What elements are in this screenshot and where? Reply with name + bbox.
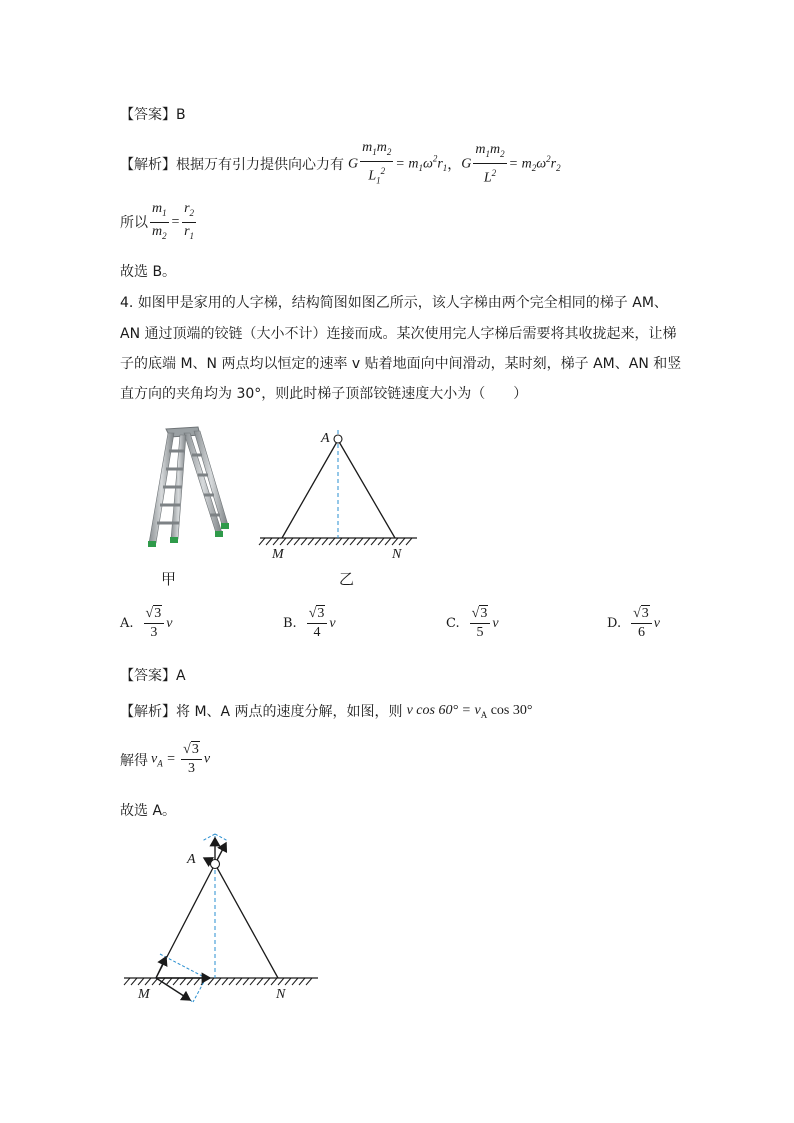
formula-velocity: v $\cos 60^\circ = v_A$ cos 30° xyxy=(406,702,533,720)
question-line-3: 子的底端 M、N 两点均以恒定的速率 v 贴着地面向中间滑动，某时刻，梯子 AM、AN 和竖 xyxy=(120,356,682,372)
answer-line-1 xyxy=(120,104,186,124)
option-d-fraction: $\frac{√3}{6}$ xyxy=(631,606,652,641)
formula-gravity-2: G $\frac{m_1m_2}{L^2}$ = $m_2\omega^2r_2$ xyxy=(461,141,561,186)
option-d-letter: D. xyxy=(607,616,622,631)
question-line-2: AN 通过顶端的铰链（大小不计）连接而成。某次使用完人字梯后需要将其收拢起来，让梯 xyxy=(120,326,677,342)
question-line-1 xyxy=(120,296,668,310)
ladder-diagram xyxy=(255,425,425,565)
option-b-letter: B. xyxy=(283,616,297,631)
analysis-line-2 xyxy=(120,701,532,721)
option-d[interactable]: D. $\frac{√3}{6}$ v xyxy=(607,606,660,640)
answer-tag: 【答案】 xyxy=(120,107,176,123)
so-line xyxy=(120,201,198,244)
solution-label-M: M xyxy=(138,987,150,1002)
formula-gravity-1: G $\frac{m_1m_2}{L_1^2}$ = $m_1\omega^2r_1$ xyxy=(348,140,448,186)
choose-line-1: 故选 B。 xyxy=(120,264,177,280)
option-b-fraction: $\frac{√3}{4}$ xyxy=(307,606,328,641)
option-c[interactable]: C. $\frac{√3}{5}$ v xyxy=(446,606,499,640)
answer-line-2 xyxy=(120,665,186,685)
analysis-text-2: 将 M、A 两点的速度分解，如图，则 xyxy=(176,704,403,720)
option-c-fraction: $\frac{√3}{5}$ xyxy=(470,606,491,641)
solve-text: 解得 xyxy=(120,752,148,769)
option-b[interactable]: B. $\frac{√3}{4}$ v xyxy=(283,606,336,640)
option-a[interactable]: A. $\frac{√3}{3}$ v xyxy=(120,606,173,640)
label-jia: 甲 xyxy=(161,570,177,588)
question-text-1: 如图甲是家用的人字梯，结构简图如图乙所示，该人字梯由两个完全相同的梯子 AM、 xyxy=(137,295,668,311)
analysis-tag: 【解析】 xyxy=(120,157,176,174)
ladder-photo xyxy=(136,425,232,550)
formula-separator: ， xyxy=(447,157,462,174)
option-a-letter: A. xyxy=(120,616,134,631)
label-A: A xyxy=(321,431,330,446)
question-line-4: 直方向的夹角均为 30°，则此时梯子顶部铰链速度大小为（ ） xyxy=(120,386,528,402)
solve-line xyxy=(120,742,210,777)
label-M: M xyxy=(272,547,284,562)
analysis-line-1 xyxy=(120,140,561,188)
analysis-text: 根据万有引力提供向心力有 xyxy=(176,157,344,174)
answer-value: B xyxy=(176,107,186,123)
question-number: 4. xyxy=(120,295,134,311)
option-a-fraction: $\frac{√3}{3}$ xyxy=(144,606,165,641)
solution-label-N: N xyxy=(276,987,286,1002)
solution-label-A: A xyxy=(187,852,196,867)
answer-tag-2: 【答案】 xyxy=(120,668,176,684)
formula-ratio: $\frac{m_1}{m_2}$ = $\frac{r_2}{r_1}$ xyxy=(152,201,195,241)
so-text: 所以 xyxy=(120,215,148,232)
label-N: N xyxy=(392,547,402,562)
solution-diagram xyxy=(118,828,328,1008)
answer-value-2: A xyxy=(176,668,186,684)
formula-result: $v_A$ = $\frac{√3}{3}$ v xyxy=(151,742,211,776)
label-yi: 乙 xyxy=(339,570,355,588)
option-c-letter: C. xyxy=(446,616,460,631)
analysis-tag-2: 【解析】 xyxy=(120,704,176,720)
choose-line-2: 故选 A。 xyxy=(120,803,177,819)
